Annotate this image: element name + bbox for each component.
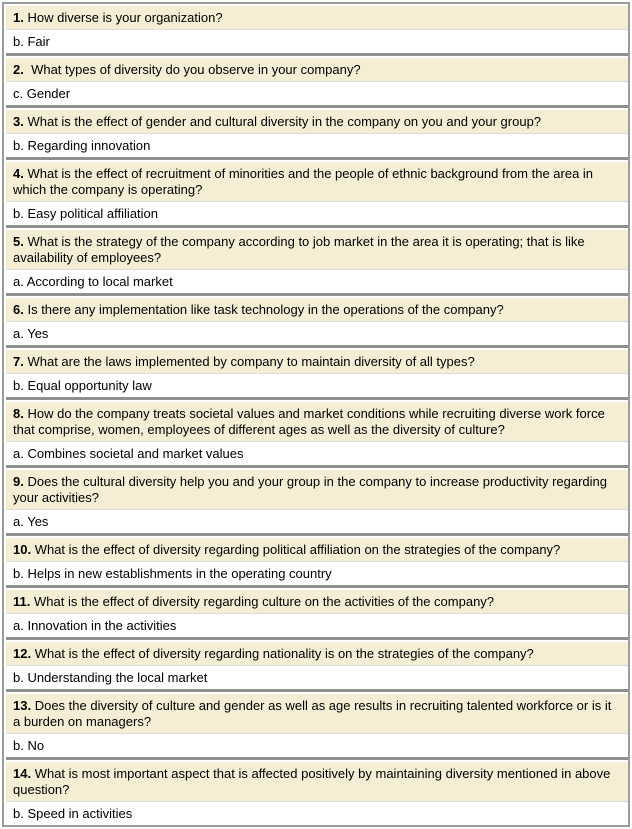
survey-table	[2, 2, 630, 827]
question-number: 8.	[13, 406, 24, 421]
question-row	[6, 642, 628, 666]
question-number: 6.	[13, 302, 24, 317]
question-row	[6, 694, 628, 734]
answer-text: b. Helps in new establishments in the operating country	[13, 566, 332, 581]
question-row	[6, 350, 628, 374]
answer-row	[6, 374, 628, 397]
question-row	[6, 110, 628, 134]
qa-block	[6, 58, 628, 108]
block-separator	[6, 225, 628, 228]
answer-text: b. Fair	[13, 34, 50, 49]
answer-text: a. Combines societal and market values	[13, 446, 244, 461]
answer-row	[6, 30, 628, 53]
block-separator	[6, 157, 628, 160]
block-separator	[6, 397, 628, 400]
answer-row	[6, 734, 628, 757]
answer-text: b. Understanding the local market	[13, 670, 208, 685]
qa-block	[6, 470, 628, 536]
answer-text: b. No	[13, 738, 45, 753]
question-number: 14.	[13, 766, 32, 781]
answer-row	[6, 442, 628, 465]
qa-block	[6, 538, 628, 588]
answer-row	[6, 666, 628, 689]
answer-text: a. According to local market	[13, 274, 173, 289]
question-text: What is the effect of diversity regarding culture on the activities of the company?	[33, 594, 495, 609]
qa-block	[6, 590, 628, 640]
answer-text: a. Yes	[13, 326, 49, 341]
question-number: 5.	[13, 234, 24, 249]
question-text: What is most important aspect that is affected positively by maintaining diversity mentioned in above question?	[13, 766, 611, 797]
question-text: What is the effect of diversity regarding political affiliation on the strategies of the company?	[34, 542, 561, 557]
question-text: Does the diversity of culture and gender as well as age results in recruiting talented workforce or is it a burden on managers?	[13, 698, 612, 729]
block-separator	[6, 757, 628, 760]
question-row	[6, 58, 628, 82]
question-row	[6, 162, 628, 202]
question-text: What types of diversity do you observe in your company?	[27, 62, 361, 77]
question-row	[6, 538, 628, 562]
qa-block	[6, 110, 628, 160]
qa-block	[6, 162, 628, 228]
answer-row	[6, 322, 628, 345]
question-row	[6, 402, 628, 442]
question-text: What is the effect of gender and cultural diversity in the company on you and your group?	[27, 114, 542, 129]
question-text: What are the laws implemented by company to maintain diversity of all types?	[27, 354, 475, 369]
answer-text: a. Innovation in the activities	[13, 618, 177, 633]
block-separator	[6, 585, 628, 588]
answer-row	[6, 614, 628, 637]
qa-block	[6, 402, 628, 468]
answer-row	[6, 82, 628, 105]
question-number: 3.	[13, 114, 24, 129]
answer-text: b. Regarding innovation	[13, 138, 151, 153]
block-separator	[6, 345, 628, 348]
block-separator	[6, 637, 628, 640]
qa-block	[6, 762, 628, 825]
question-text: How do the company treats societal values and market conditions while recruiting diverse work force that comprise, women, employees of different ages as well as the diversity of culture?	[13, 406, 605, 437]
answer-row	[6, 270, 628, 293]
question-number: 9.	[13, 474, 24, 489]
answer-row	[6, 802, 628, 825]
question-number: 2.	[13, 62, 24, 77]
qa-block	[6, 350, 628, 400]
question-text: What is the effect of recruitment of minorities and the people of ethnic background from the area in which the company is operating?	[13, 166, 594, 197]
question-number: 12.	[13, 646, 32, 661]
question-text: Is there any implementation like task technology in the operations of the company?	[27, 302, 504, 317]
question-number: 4.	[13, 166, 24, 181]
answer-row	[6, 134, 628, 157]
question-row	[6, 6, 628, 30]
answer-text: b. Speed in activities	[13, 806, 133, 821]
answer-row	[6, 562, 628, 585]
question-number: 11.	[13, 594, 31, 609]
qa-block	[6, 6, 628, 56]
question-number: 1.	[13, 10, 24, 25]
question-number: 7.	[13, 354, 24, 369]
question-text: How diverse is your organization?	[27, 10, 223, 25]
answer-text: b. Equal opportunity law	[13, 378, 152, 393]
block-separator	[6, 105, 628, 108]
question-number: 13.	[13, 698, 32, 713]
question-row	[6, 762, 628, 802]
answer-text: c. Gender	[13, 86, 71, 101]
answer-row	[6, 202, 628, 225]
question-text: Does the cultural diversity help you and your group in the company to increase productivity regarding your activities?	[13, 474, 608, 505]
question-text: What is the strategy of the company according to job market in the area it is operating; that is like availability of employees?	[13, 234, 585, 265]
question-text: What is the effect of diversity regarding nationality is on the strategies of the company?	[34, 646, 534, 661]
block-separator	[6, 53, 628, 56]
qa-block	[6, 298, 628, 348]
block-separator	[6, 293, 628, 296]
answer-text: a. Yes	[13, 514, 49, 529]
block-separator	[6, 533, 628, 536]
answer-text: b. Easy political affiliation	[13, 206, 159, 221]
question-row	[6, 590, 628, 614]
block-separator	[6, 465, 628, 468]
question-number: 10.	[13, 542, 32, 557]
answer-row	[6, 510, 628, 533]
qa-block	[6, 642, 628, 692]
question-row	[6, 230, 628, 270]
block-separator	[6, 689, 628, 692]
question-row	[6, 298, 628, 322]
question-row	[6, 470, 628, 510]
qa-block	[6, 230, 628, 296]
qa-block	[6, 694, 628, 760]
